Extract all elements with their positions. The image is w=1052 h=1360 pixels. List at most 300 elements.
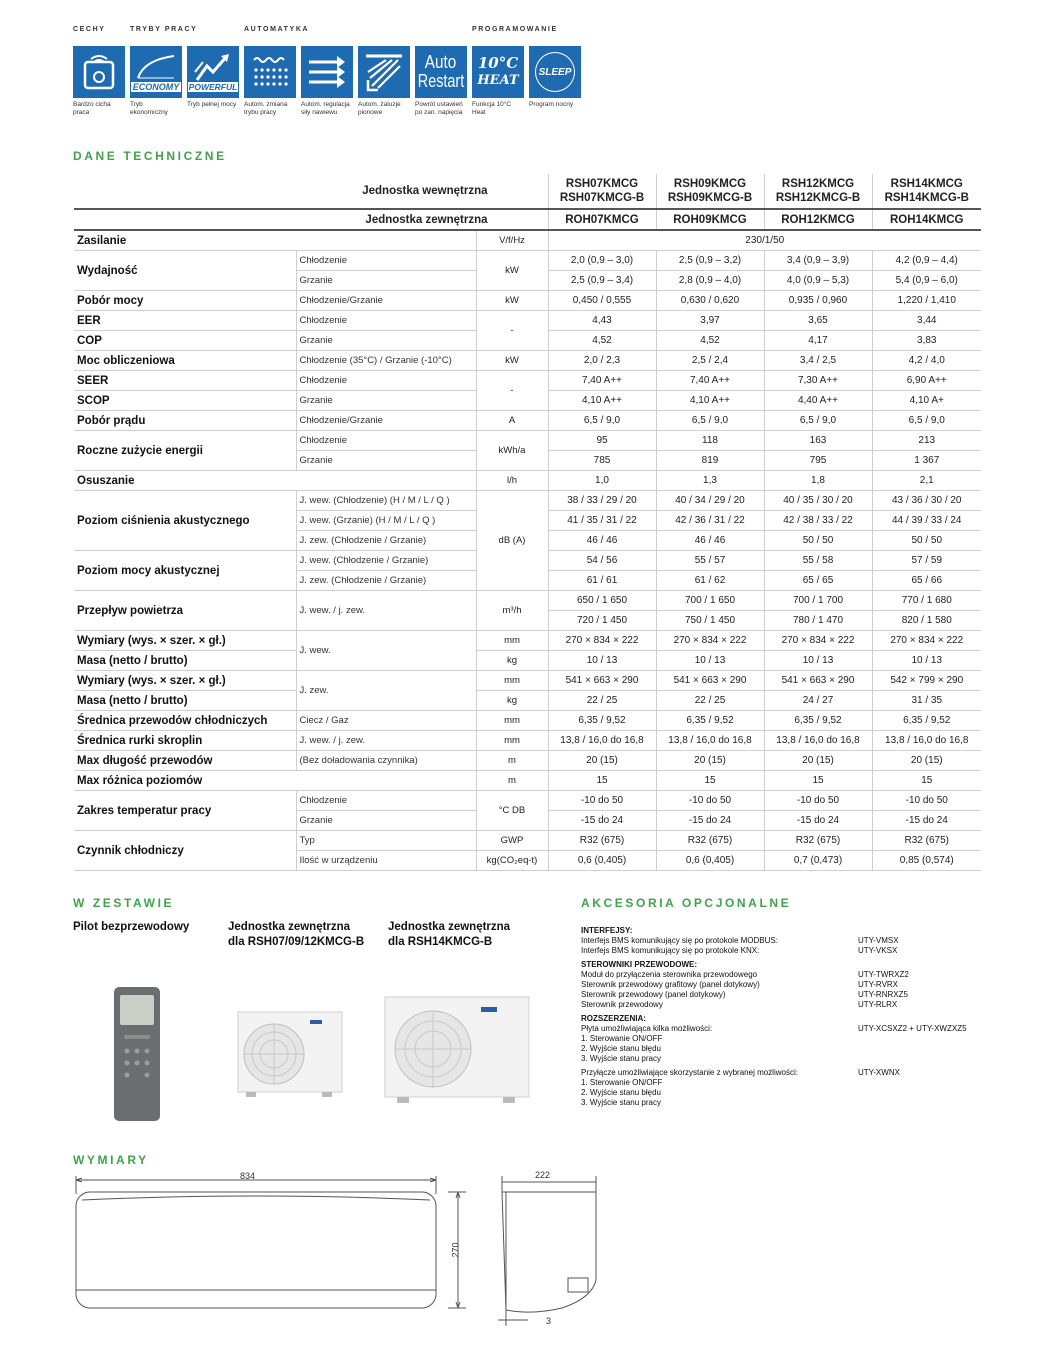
zestaw-item-outdoor-large: Jednostka zewnętrzna dla RSH14KMCG-B [388,921,511,948]
accessory-desc: 1. Sterowanie ON/OFF [581,1034,663,1043]
param-value: 4,10 A++ [548,391,656,411]
param-value: -10 do 50 [872,791,981,811]
param-unit: V/f/Hz [476,230,548,251]
param-value: -15 do 24 [548,811,656,831]
param-value: -10 do 50 [656,791,764,811]
param-unit: kW [476,291,548,311]
accessory-code: UTY-RVRX [858,980,899,989]
param-value: 1 367 [872,451,981,471]
param-label: Masa (netto / brutto) [74,651,296,671]
param-value: 0,7 (0,473) [764,851,872,871]
param-sub: Chłodzenie [296,431,476,451]
param-value: -15 do 24 [764,811,872,831]
accessory-code: UTY-XCSXZ2 + UTY-XWZXZ5 [858,1024,967,1033]
param-value: 20 (15) [764,751,872,771]
param-label: Poziom mocy akustycznej [74,551,296,591]
param-unit: kg [476,691,548,711]
accessory-desc: 1. Sterowanie ON/OFF [581,1078,663,1087]
feature-caption: Autom. zmiana trybu pracy [244,101,288,116]
param-value: 42 / 38 / 33 / 22 [764,511,872,531]
list-item [581,1034,1001,1044]
list-item [581,936,1001,946]
accessory-code: UTY-RNRXZ5 [858,990,908,999]
param-sub: Chłodzenie/Grzanie [296,291,476,311]
param-sub: Grzanie [296,331,476,351]
table-row [74,251,981,271]
table-row [74,671,981,691]
param-value: 6,35 / 9,52 [656,711,764,731]
param-value: 65 / 65 [764,571,872,591]
param-value: 10 / 13 [764,651,872,671]
param-value: 3,97 [656,311,764,331]
param-value: 57 / 59 [872,551,981,571]
accessory-group-header: STEROWNIKI PRZEWODOWE: [581,960,697,969]
param-value: 0,6 (0,405) [656,851,764,871]
feature-caption: Autom. regulacja siły nawiewu [301,101,350,116]
param-label: Osuszanie [74,471,476,491]
param-unit: mm [476,731,548,751]
spec-table [74,174,981,871]
param-unit: kW [476,251,548,291]
outdoor-unit-large-image [383,995,533,1105]
param-label: Pobór prądu [74,411,296,431]
param-value: R32 (675) [656,831,764,851]
param-value: 22 / 25 [548,691,656,711]
indoor-model [656,174,764,209]
zestaw-item-remote: Pilot bezprzewodowy [73,921,190,933]
param-value: 6,5 / 9,0 [548,411,656,431]
param-value: 40 / 35 / 30 / 20 [764,491,872,511]
param-value: 2,0 / 2,3 [548,351,656,371]
param-unit: kW [476,351,548,371]
param-value: 6,5 / 9,0 [764,411,872,431]
feature-caption: Tryb ekonomiczny [130,101,168,116]
param-value: -10 do 50 [548,791,656,811]
param-value: 6,5 / 9,0 [872,411,981,431]
param-value: 163 [764,431,872,451]
param-value: 6,90 A++ [872,371,981,391]
param-value: 61 / 62 [656,571,764,591]
param-value: 4,52 [548,331,656,351]
model-name: RSH07KMCG [565,178,639,190]
param-value: 4,2 (0,9 – 4,4) [872,251,981,271]
param-value: 0,85 (0,574) [872,851,981,871]
accessory-desc: 3. Wyjście stanu pracy [581,1098,661,1107]
feature-caption: Tryb pełnej mocy [187,101,237,108]
param-value: 42 / 36 / 31 / 22 [656,511,764,531]
param-value: 6,35 / 9,52 [548,711,656,731]
param-value: 4,17 [764,331,872,351]
list-item [581,1000,1001,1010]
param-value: 541 × 663 × 290 [548,671,656,691]
param-label: Max różnica poziomów [74,771,476,791]
param-value: 50 / 50 [764,531,872,551]
auto-restart-line2: Restart [417,71,465,91]
param-value: 4,0 (0,9 – 5,3) [764,271,872,291]
model-name: RSH09KMCG [673,178,747,190]
model-name: RSH14KMCG-B [884,192,969,204]
param-value: 213 [872,431,981,451]
param-value: 6,35 / 9,52 [764,711,872,731]
category-programowanie: PROGRAMOWANIE [472,26,558,33]
param-value: 2,5 / 2,4 [656,351,764,371]
param-value: 750 / 1 450 [656,611,764,631]
param-value: 55 / 57 [656,551,764,571]
param-value: 24 / 27 [764,691,872,711]
dim-height-label: 270 [450,1242,461,1258]
feature-auto-louver [358,46,410,117]
param-label: Pobór mocy [74,291,296,311]
param-value: 0,935 / 0,960 [764,291,872,311]
table-row [74,791,981,811]
section-title-zestaw: W ZESTAWIE [73,896,175,910]
accessory-desc: Płyta umożliwiająca kilka możliwości: [581,1024,713,1033]
outdoor-unit-small-image [236,1010,346,1098]
param-value: -15 do 24 [656,811,764,831]
param-value: 7,40 A++ [548,371,656,391]
accessory-desc: Sterownik przewodowy grafitowy (panel dotykowy) [581,980,760,989]
param-value: 6,5 / 9,0 [656,411,764,431]
list-item [581,1044,1001,1054]
list-item [581,1024,1001,1034]
list-item [581,1068,1001,1078]
param-sub: Chłodzenie [296,791,476,811]
outdoor-model: ROH12KMCG [764,209,872,230]
param-value: 54 / 56 [548,551,656,571]
param-sub: Typ [296,831,476,851]
dim-depth-label: 222 [535,1170,551,1180]
param-value: 720 / 1 450 [548,611,656,631]
model-name: RSH14KMCG [890,178,963,190]
accessory-code: UTY-RLRX [858,1000,898,1009]
param-sub: J. wew. (Chłodzenie / Grzanie) [296,551,476,571]
outdoor-unit-label: Jednostka zewnętrzna [74,209,548,230]
accessory-group [581,1014,1001,1064]
param-value: 770 / 1 680 [872,591,981,611]
param-sub: Grzanie [296,271,476,291]
param-label: Max długość przewodów [74,751,296,771]
param-label: Poziom ciśnienia akustycznego [74,491,296,551]
economy-badge: ECONOMY [132,82,180,92]
accessory-desc: Interfejs BMS komunikujący się po protokole KNX: [581,946,760,955]
param-value: 118 [656,431,764,451]
param-label: COP [74,331,296,351]
param-label: Roczne zużycie energii [74,431,296,471]
param-value: 4,43 [548,311,656,331]
param-value: R32 (675) [548,831,656,851]
param-value: 820 / 1 580 [872,611,981,631]
param-value: 46 / 46 [548,531,656,551]
param-value: 2,5 (0,9 – 3,4) [548,271,656,291]
param-value: 700 / 1 650 [656,591,764,611]
param-value: 6,35 / 9,52 [872,711,981,731]
table-row [74,431,981,451]
indoor-unit-label: Jednostka wewnętrzna [362,185,488,197]
category-cechy: CECHY [73,26,106,33]
table-row [74,731,981,751]
param-value: 61 / 61 [548,571,656,591]
accessory-code: UTY-VKSX [858,946,898,955]
param-value: 1,8 [764,471,872,491]
param-value: 44 / 39 / 33 / 24 [872,511,981,531]
param-value: 41 / 35 / 31 / 22 [548,511,656,531]
param-value: 3,4 / 2,5 [764,351,872,371]
dim-width-label: 834 [240,1171,256,1181]
feature-auto-restart [415,46,467,117]
param-label: Zakres temperatur pracy [74,791,296,831]
feature-quiet [73,46,125,117]
param-label: Średnica przewodów chłodniczych [74,711,296,731]
param-value: 15 [656,771,764,791]
table-row [74,751,981,771]
param-sub: J. wew. (Chłodzenie) (H / M / L / Q ) [296,491,476,511]
param-value: R32 (675) [872,831,981,851]
list-item [581,1098,1001,1108]
param-sub: Chłodzenie [296,371,476,391]
table-row [74,371,981,391]
param-label: Wydajność [74,251,296,291]
param-value: 2,8 (0,9 – 4,0) [656,271,764,291]
param-value: 230/1/50 [548,230,981,251]
param-unit: - [476,371,548,411]
header-row-outdoor [74,209,981,230]
param-value: 0,630 / 0,620 [656,291,764,311]
param-value: 10 / 13 [656,651,764,671]
param-value: 20 (15) [656,751,764,771]
param-sub: J. wew. (Grzanie) (H / M / L / Q ) [296,511,476,531]
table-row [74,691,981,711]
outdoor-model: ROH07KMCG [548,209,656,230]
param-unit: mm [476,671,548,691]
param-label: Przepływ powietrza [74,591,296,631]
param-value: 780 / 1 470 [764,611,872,631]
param-value: 38 / 33 / 29 / 20 [548,491,656,511]
param-value: 55 / 58 [764,551,872,571]
param-value: 270 × 834 × 222 [872,631,981,651]
table-row [74,651,981,671]
category-tryby-pracy: TRYBY PRACY [130,26,198,33]
param-label: SEER [74,371,296,391]
param-label: Zasilanie [74,230,476,251]
param-value: 15 [872,771,981,791]
param-value: 46 / 46 [656,531,764,551]
param-sub: J. zew. (Chłodzenie / Grzanie) [296,571,476,591]
param-value: -15 do 24 [872,811,981,831]
param-value: 20 (15) [872,751,981,771]
param-value: 1,220 / 1,410 [872,291,981,311]
accessory-desc: Sterownik przewodowy (panel dotykowy) [581,990,726,999]
param-unit: kg(CO₂eq-t) [476,851,548,871]
param-sub: Grzanie [296,811,476,831]
table-row [74,491,981,511]
param-value: 13,8 / 16,0 do 16,8 [872,731,981,751]
param-label: Średnica rurki skroplin [74,731,296,751]
param-value: 2,0 (0,9 – 3,0) [548,251,656,271]
dim-gap-label: 3 [546,1316,552,1326]
auto-fan-speed-icon [301,46,353,98]
param-unit: kg [476,651,548,671]
param-sub: Chłodzenie (35°C) / Grzanie (-10°C) [296,351,476,371]
param-value: 20 (15) [548,751,656,771]
param-value: 4,10 A++ [656,391,764,411]
param-unit: m [476,751,548,771]
param-sub: Chłodzenie/Grzanie [296,411,476,431]
param-label: Masa (netto / brutto) [74,691,296,711]
param-value: 15 [764,771,872,791]
param-value: 15 [548,771,656,791]
table-row [74,631,981,651]
param-label: Wymiary (wys. × szer. × gł.) [74,631,296,651]
param-unit: m [476,771,548,791]
feature-economy [130,46,182,117]
header-row-indoor [74,174,981,209]
param-value: 1,3 [656,471,764,491]
auto-restart-icon [415,46,467,98]
heat-line1: 10°C [477,54,519,72]
param-sub: Ciecz / Gaz [296,711,476,731]
remote-control-image [112,985,164,1123]
param-value: 0,450 / 0,555 [548,291,656,311]
param-value: 819 [656,451,764,471]
list-item [581,980,1001,990]
indoor-model [872,174,981,209]
param-value: 31 / 35 [872,691,981,711]
param-unit: m³/h [476,591,548,631]
zestaw-item-outdoor-small: Jednostka zewnętrzna dla RSH07/09/12KMCG-B [228,921,365,948]
param-value: R32 (675) [764,831,872,851]
param-value: 13,8 / 16,0 do 16,8 [548,731,656,751]
param-value: 270 × 834 × 222 [764,631,872,651]
param-value: 3,4 (0,9 – 3,9) [764,251,872,271]
param-label: Czynnik chłodniczy [74,831,296,871]
param-value: 65 / 66 [872,571,981,591]
param-unit: dB (A) [476,491,548,591]
heat-line2: HEAT [477,73,519,88]
param-sub: Chłodzenie [296,311,476,331]
heat-10c-icon [472,46,524,98]
feature-caption: Powrót ustawień po zan. napięcia [415,101,463,116]
accessories-list [581,926,1001,1112]
list-item [581,990,1001,1000]
list-item [581,1078,1001,1088]
accessory-group-header: INTERFEJSY: [581,926,633,935]
param-value: 4,2 / 4,0 [872,351,981,371]
feature-auto-mode [244,46,296,117]
accessory-desc: Sterownik przewodowy [581,1000,663,1009]
accessory-desc: 3. Wyjście stanu pracy [581,1054,661,1063]
table-row [74,771,981,791]
front-view-drawing [68,1170,478,1320]
param-value: -10 do 50 [764,791,872,811]
param-value: 700 / 1 700 [764,591,872,611]
param-sub: Grzanie [296,451,476,471]
table-row [74,711,981,731]
table-row [74,230,981,251]
param-value: 4,52 [656,331,764,351]
param-value: 270 × 834 × 222 [548,631,656,651]
param-value: 4,10 A+ [872,391,981,411]
accessory-group-header: ROZSZERZENIA: [581,1014,646,1023]
accessory-desc: Przyłącze umożliwiające skorzystanie z wybranej możliwości: [581,1068,798,1077]
param-sub: J. wew. [296,631,476,671]
feature-sleep [529,46,581,109]
category-automatyka: AUTOMATYKA [244,26,310,33]
indoor-model [764,174,872,209]
param-value: 50 / 50 [872,531,981,551]
param-sub: J. wew. / j. zew. [296,591,476,631]
param-label: Wymiary (wys. × szer. × gł.) [74,671,296,691]
outdoor-model: ROH09KMCG [656,209,764,230]
accessory-desc: Moduł do przyłączenia sterownika przewodowego [581,970,758,979]
param-value: 541 × 663 × 290 [656,671,764,691]
param-value: 4,40 A++ [764,391,872,411]
param-value: 785 [548,451,656,471]
param-sub: Chłodzenie [296,251,476,271]
table-row [74,351,981,371]
param-value: 270 × 834 × 222 [656,631,764,651]
list-item [581,1088,1001,1098]
section-title-akcesoria: AKCESORIA OPCJONALNE [581,896,792,910]
powerful-badge: POWERFUL [188,82,238,92]
param-unit: °C DB [476,791,548,831]
indoor-model [548,174,656,209]
param-value: 3,65 [764,311,872,331]
powerful-icon [187,46,239,98]
outdoor-model: ROH14KMCG [872,209,981,230]
param-label: SCOP [74,391,296,411]
param-unit: mm [476,711,548,731]
param-value: 3,83 [872,331,981,351]
param-unit: GWP [476,831,548,851]
param-value: 7,40 A++ [656,371,764,391]
param-value: 542 × 799 × 290 [872,671,981,691]
table-row [74,471,981,491]
param-value: 650 / 1 650 [548,591,656,611]
param-value: 95 [548,431,656,451]
param-value: 13,8 / 16,0 do 16,8 [656,731,764,751]
list-item [581,970,1001,980]
accessory-group [581,926,1001,956]
param-label: Moc obliczeniowa [74,351,296,371]
feature-auto-fan [301,46,353,117]
param-value: 3,44 [872,311,981,331]
param-unit: A [476,411,548,431]
param-value: 43 / 36 / 30 / 20 [872,491,981,511]
economy-icon [130,46,182,98]
accessory-desc: Interfejs BMS komunikujący się po protokole MODBUS: [581,936,778,945]
param-value: 541 × 663 × 290 [764,671,872,691]
param-value: 5,4 (0,9 – 6,0) [872,271,981,291]
table-row [74,311,981,331]
param-unit: l/h [476,471,548,491]
table-row [74,291,981,311]
table-row [74,831,981,851]
param-sub: (Bez doładowania czynnika) [296,751,476,771]
param-value: 2,5 (0,9 – 3,2) [656,251,764,271]
model-name: RSH09KMCG-B [667,192,753,204]
param-sub: Ilość w urządzeniu [296,851,476,871]
param-value: 7,30 A++ [764,371,872,391]
accessory-desc: 2. Wyjście stanu błędu [581,1044,661,1053]
param-sub: J. zew. (Chłodzenie / Grzanie) [296,531,476,551]
accessory-code: UTY-XWNX [858,1068,900,1077]
param-unit: mm [476,631,548,651]
param-value: 2,1 [872,471,981,491]
param-sub: J. wew. / j. zew. [296,731,476,751]
accessory-group [581,960,1001,1010]
model-name: RSH12KMCG-B [775,192,861,204]
param-value: 10 / 13 [872,651,981,671]
